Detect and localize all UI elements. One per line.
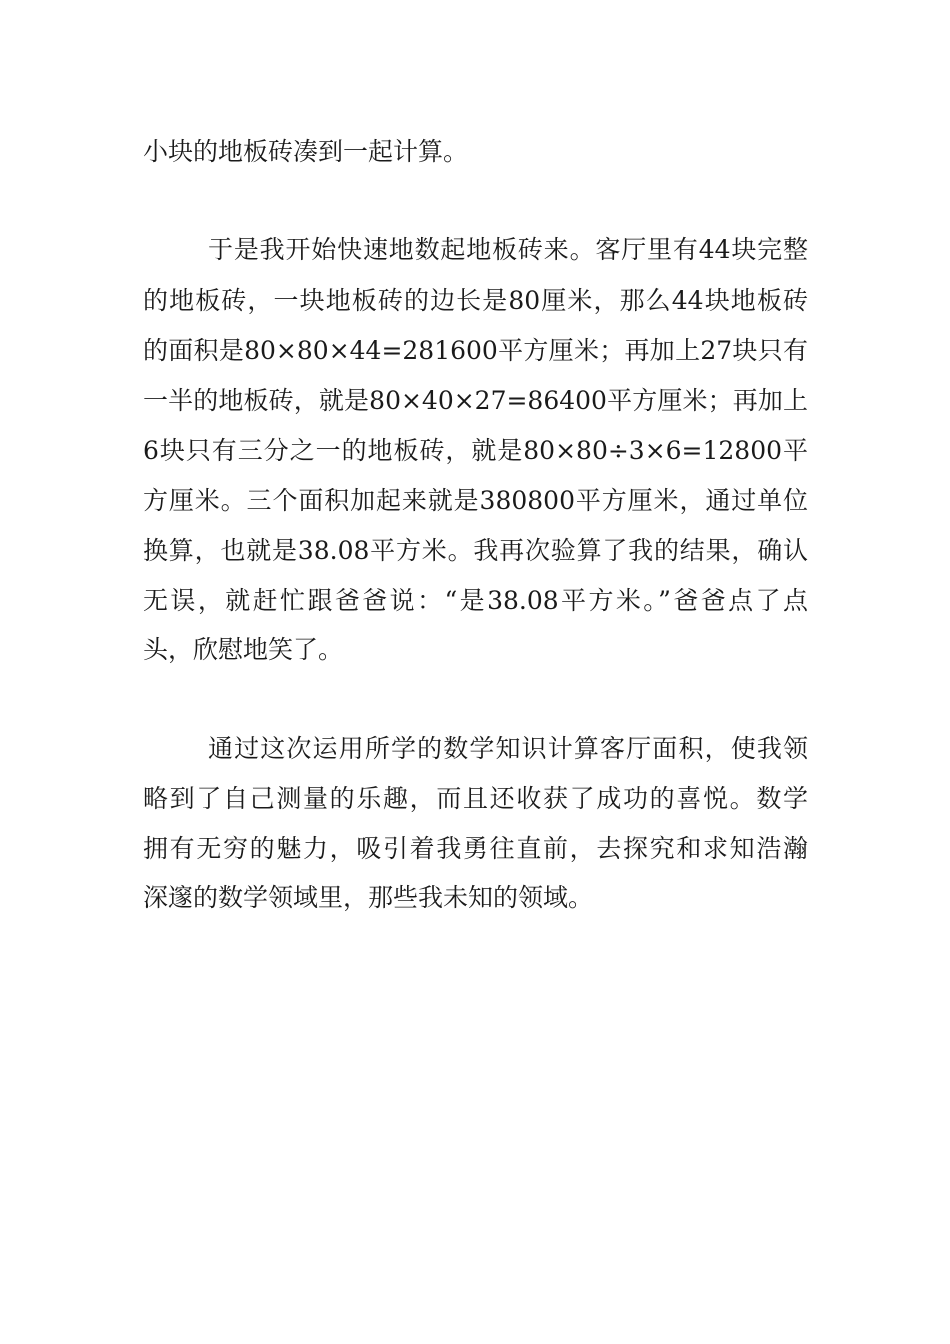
paragraph-2-line-4: 一半的地板砖，就是80×40×27=86400平方厘米；再加上 bbox=[143, 386, 808, 415]
paragraph-2-line-7: 换算，也就是38.08平方米。我再次验算了我的结果，确认 bbox=[143, 536, 808, 565]
paragraph-2-line-2: 的地板砖，一块地板砖的边长是80厘米，那么44块地板砖 bbox=[143, 286, 808, 315]
paragraph-2-line-6: 方厘米。三个面积加起来就是380800平方厘米，通过单位 bbox=[143, 486, 808, 515]
paragraph-3-line-3: 拥有无穷的魅力，吸引着我勇往直前，去探究和求知浩瀚 bbox=[143, 834, 808, 863]
paragraph-3-line-1: 通过这次运用所学的数学知识计算客厅面积，使我领 bbox=[208, 734, 808, 763]
paragraph-3-line-4: 深邃的数学领域里，那些我未知的领域。 bbox=[143, 883, 594, 912]
paragraph-1-line-1: 小块的地板砖凑到一起计算。 bbox=[143, 137, 469, 166]
paragraph-2-line-1: 于是我开始快速地数起地板砖来。客厅里有44块完整 bbox=[208, 235, 808, 264]
paragraph-2-line-3: 的面积是80×80×44=281600平方厘米；再加上27块只有 bbox=[143, 336, 808, 365]
paragraph-2-line-8: 无误，就赶忙跟爸爸说：“是38.08平方米。”爸爸点了点 bbox=[143, 586, 808, 615]
paragraph-2-line-9: 头，欣慰地笑了。 bbox=[143, 635, 344, 664]
paragraph-2-line-5: 6块只有三分之一的地板砖，就是80×80÷3×6=12800平 bbox=[143, 436, 808, 465]
paragraph-3-line-2: 略到了自己测量的乐趣，而且还收获了成功的喜悦。数学 bbox=[143, 784, 808, 813]
